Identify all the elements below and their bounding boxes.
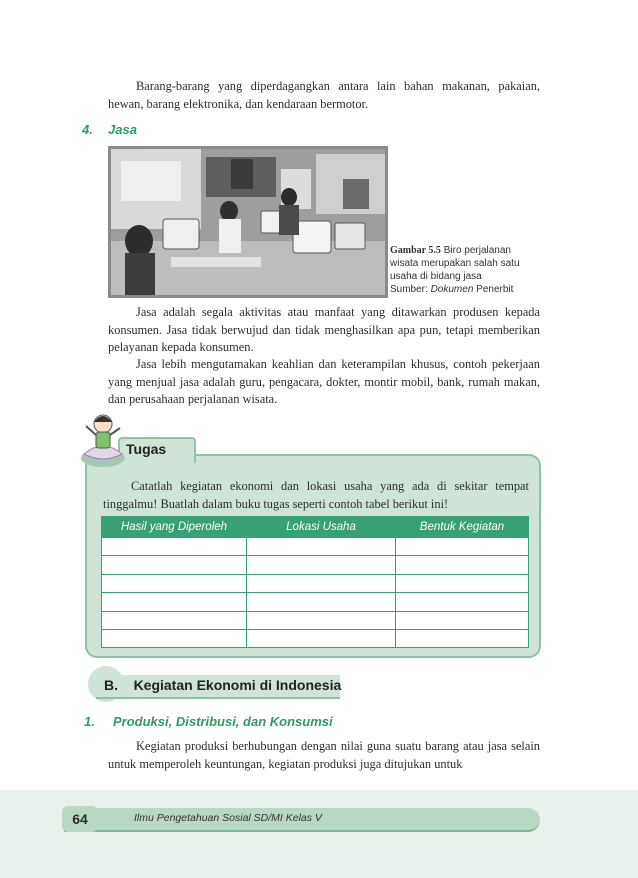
child-mascot-icon [78, 408, 128, 468]
figure-caption-text: Biro perjalanan wisata merupakan salah satu usaha di bidang jasa [390, 245, 520, 282]
tugas-table [101, 516, 529, 648]
section-4-number: 4. [82, 122, 93, 137]
table-row [102, 538, 529, 556]
intro-paragraph: Barang-barang yang diperdagangkan antara lain bahan makanan, pakaian, hewan, barang elektronika, dan kendaraan bermotor. [108, 79, 540, 111]
section-b-heading [88, 672, 342, 700]
figure-source-label: Sumber: [390, 284, 431, 295]
section-b-title: Kegiatan Ekonomi di Indonesia [133, 677, 342, 693]
jasa-paragraph-2: Jasa lebih mengutamakan keahlian dan keterampilan khusus, contoh pekerjaan yang menjual jasa adalah guru, pengacara, dokter, montir mobil, bank, rumah makan, dan perusahaan perjalanan wisata. [108, 357, 540, 407]
section-4-title: Jasa [108, 122, 137, 137]
table-header-lokasi: Lokasi Usaha [247, 517, 396, 538]
produksi-paragraph: Kegiatan produksi berhubungan dengan nilai guna suatu barang atau jasa selain untuk memperoleh keuntungan, kegiatan produksi juga ditujukan untuk [108, 739, 540, 771]
subsection-1-title: Produksi, Distribusi, dan Konsumsi [113, 714, 333, 729]
jasa-paragraph-1: Jasa adalah segala aktivitas atau manfaat yang ditawarkan produsen kepada konsumen. Jasa tidak berwujud dan tidak menghasilkan apa pun, tetapi memberikan pelayanan kepada konsumen. [108, 305, 540, 355]
table-row [102, 574, 529, 592]
office-scene-illustration [111, 149, 385, 295]
table-header-hasil: Hasil yang Diperoleh [102, 517, 247, 538]
page-number: 64 [62, 806, 98, 832]
travel-agency-photo [108, 146, 388, 298]
table-row [102, 611, 529, 629]
figure-caption-label: Gambar 5.5 [390, 245, 441, 256]
section-b-letter: B. [104, 677, 118, 693]
figure-source-value: Dokumen [430, 284, 474, 295]
table-header-bentuk: Bentuk Kegiatan [396, 517, 529, 538]
subsection-1-number: 1. [84, 714, 95, 729]
figure-caption [390, 244, 540, 296]
table-row [102, 593, 529, 611]
section-b-text [104, 677, 341, 693]
book-title: Ilmu Pengetahuan Sosial SD/MI Kelas V [134, 812, 322, 824]
tugas-instruction: Catatlah kegiatan ekonomi dan lokasi usaha yang ada di sekitar tempat tinggalmu! Buatlah dalam buku tugas seperti contoh tabel berikut ini! [103, 479, 529, 511]
tugas-label: Tugas [126, 441, 167, 457]
figure-source-tail: Penerbit [473, 284, 514, 295]
footer-band [0, 790, 638, 878]
table-row [102, 629, 529, 647]
table-row [102, 556, 529, 574]
